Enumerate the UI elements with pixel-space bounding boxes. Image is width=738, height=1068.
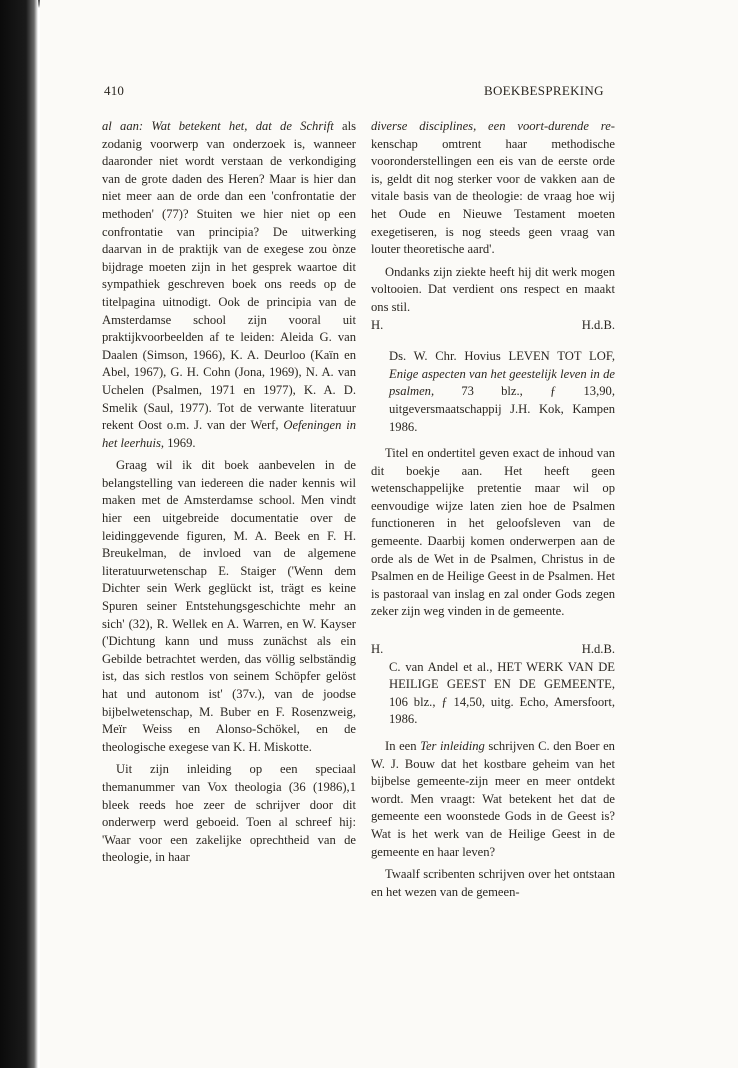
signature-2 — [371, 641, 615, 659]
left-column — [102, 118, 356, 867]
signature-1 — [371, 317, 615, 335]
right-p1-text: kenschap omtrent haar methodische vooronderstellingen een eis van de eerste orde is, geldt dit nog sterker voor de vakken aan de vitale basis van de theologie: de vraag hoe wij het Oude en Nieuwe Testament moeten exegetiseren, is nog steeds geen vraag van louter theoretische aard'. — [371, 136, 615, 257]
review-heading-andel: C. van Andel et al., HET WERK VAN DE HEILIGE GEEST EN DE GEMEENTE, 106 blz., ƒ 14,50, uitg. Echo, Amersfoort, 1986. — [389, 659, 615, 727]
left-p1-text-a: als zodanig voorwerp van onderzoek is, wanneer daaronder niet wordt verstaan de verkondiging van de grote daden des Heren? Maar is hier dan niet meer aan de orde dan een 'confrontatie der methoden' (77)? Stuiten we hier niet op een confrontatie van principia? De uitwerking daarvan in de praktijk van de exegese zou ònze bijdrage moeten zijn in het gesprek waartoe dit sympathiek geschreven boek ons reeds op de titelpagina uitnodigt. Ook de principia van de Amsterdamse school zijn vooral uit praktijkvoorbeelden af te leiden: Aleida G. van Daalen (Simson, 1966), K. A. Deurloo (Kaïn en Abel, 1967), G. H. Cohn (Jona, 1969), N. A. van Uchelen (Psalmen, 1971 en 1977), K. A. D. Smelik (Saul, 1977). Tot de verwante literatuur rekent Oost o.m. J. van der Werf, — [102, 119, 356, 433]
right-p4-text-b: schrijven C. den Boer en W. J. Bouw dat het kostbare geheim van het bijbelse gemeente-zijn meer en meer ontdekt wordt. Men vraagt: Wat betekent het dat de gemeente een woonstede Gods in de Geest is? Wat is het werk van de Heilige Geest in de gemeente en haar leven? — [371, 739, 615, 859]
scan-edge-left — [0, 0, 38, 1068]
left-p1-italic-open: al aan: Wat betekent het, dat de Schrift — [102, 119, 334, 133]
right-paragraph-5: Twaalf scribenten schrijven over het ontstaan en het wezen van de gemeen- — [371, 867, 615, 899]
right-column — [371, 118, 615, 901]
signature-1-author: H.d.B. — [581, 317, 615, 332]
right-paragraph-2: Ondanks zijn ziekte heeft hij dit werk mogen voltooien. Dat verdient ons respect en maakt ons stil. — [371, 264, 615, 314]
signature-2-author: H.d.B. — [581, 642, 615, 657]
page-number: 410 — [104, 83, 125, 98]
right-p4-italic: Ter inleiding — [420, 739, 485, 753]
left-p1-italic-title: Oefeningen in het leerhuis, — [102, 418, 356, 450]
signature-1-initial: H. — [371, 317, 384, 332]
right-p1-italic-open: diverse disciplines, een voort-durende re- — [371, 119, 615, 133]
right-paragraph-4 — [371, 738, 615, 861]
right-p4-text-a: In een — [385, 739, 417, 753]
running-head: BOEKBESPREKING — [484, 83, 604, 98]
review-hovius-author-title: Ds. W. Chr. Hovius LEVEN TOT LOF, — [389, 349, 615, 364]
left-paragraph-1 — [102, 118, 356, 452]
signature-2-initial: H. — [371, 642, 384, 657]
review-hovius-subtitle: Enige aspecten van het geestelijk leven in de psalmen, — [389, 366, 615, 399]
left-paragraph-2: Graag wil ik dit boek aanbevelen in de belangstelling van iedereen die nader kennis wil maken met de Amsterdamse school. Men vindt hier een uitgebreide documentatie over de leidinggevende figuren, M. A. Beek en F. H. Breukelman, de invloed van de algemene literatuurwetenschap E. Staiger ('Wenn dem Dichter sein Werk geglückt ist, trägt es keine Spuren seiner Entstehungsgeschichte mehr an sich' (32), R. Wellek en A. Warren, en W. Kayser ('Dichtung kann und muss zunächst als ein Gebilde betrachtet werden, das völlig selbständig ist, das sich restlos von seinem Schöpfer gelöst hat und autonom ist' (37v.), van de joodse bijbelwetenschap, M. Buber en F. Rosenzweig, Meïr Weiss en Alonso-Schökel, en de theologische exegese van K. H. Miskotte. — [102, 458, 356, 754]
review-heading-hovius — [371, 348, 615, 436]
right-paragraph-1 — [371, 118, 615, 259]
right-paragraph-3: Titel en ondertitel geven exact de inhoud van dit boekje aan. Het heeft geen wetenschappelijke pretentie maar wil op eenvoudige wijze laten zien hoe de Psalmen functioneren in het geloofsleven van de gemeente. Daarbij komen onderwerpen aan de orde als de Wet in de Psalmen, Christus in de Psalmen en de Heilige Geest in de Psalmen. Het is pastoraal van inslag en zal onder Gods zegen zeker zijn weg vinden in de gemeente. — [371, 446, 615, 619]
left-paragraph-3: Uit zijn inleiding op een speciaal themanummer van Vox theologia (36 (1986),1 bleek reeds hoe zeer de schrijver door dit onderwerp werd geboeid. Toen al schreef hij: 'Waar voor een zakelijke oprechtheid van de theologie, in haar — [102, 762, 356, 865]
left-p1-text-b: 1969. — [167, 435, 196, 450]
review-hovius-details: 73 blz., ƒ 13,90, uitgeversmaatschappij J.H. Kok, Kampen 1986. — [389, 384, 615, 434]
